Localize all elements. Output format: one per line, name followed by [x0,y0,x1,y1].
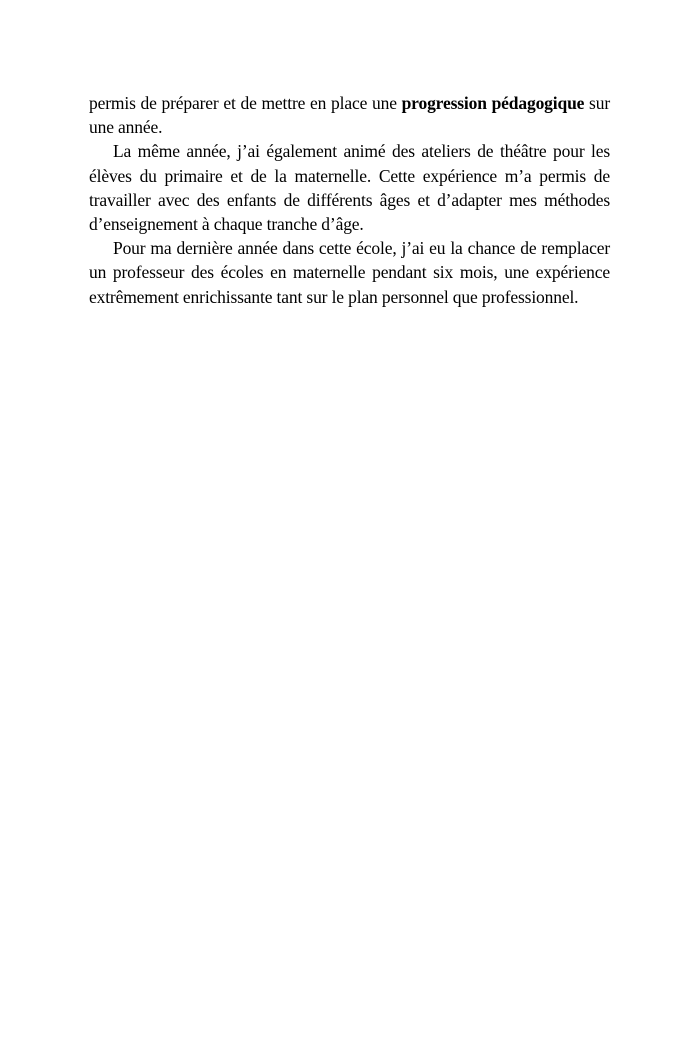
paragraph-continuation [89,91,610,139]
bold-term: progression pédagogique [401,93,585,113]
paragraph-1-end: sur une année. [89,93,610,138]
paragraph-1-text: permis de préparer et de mettre en place une [89,93,402,113]
paragraph-theatre: La même année, j’ai également animé des ateliers de théâtre pour les élèves du primaire et de la maternelle. Cette expérience m’a permis de travailler avec des enfants de différents âges et d’adapter mes méthodes d’enseignement à chaque tranche d’âge. [89,141,610,235]
body-text [89,91,610,309]
paragraph-replacement: Pour ma dernière année dans cette école, j’ai eu la chance de remplacer un professeur des écoles en maternelle pendant six mois, une expérience extrêmement enrichissante tant sur le plan personnel que professionnel. [89,238,610,307]
